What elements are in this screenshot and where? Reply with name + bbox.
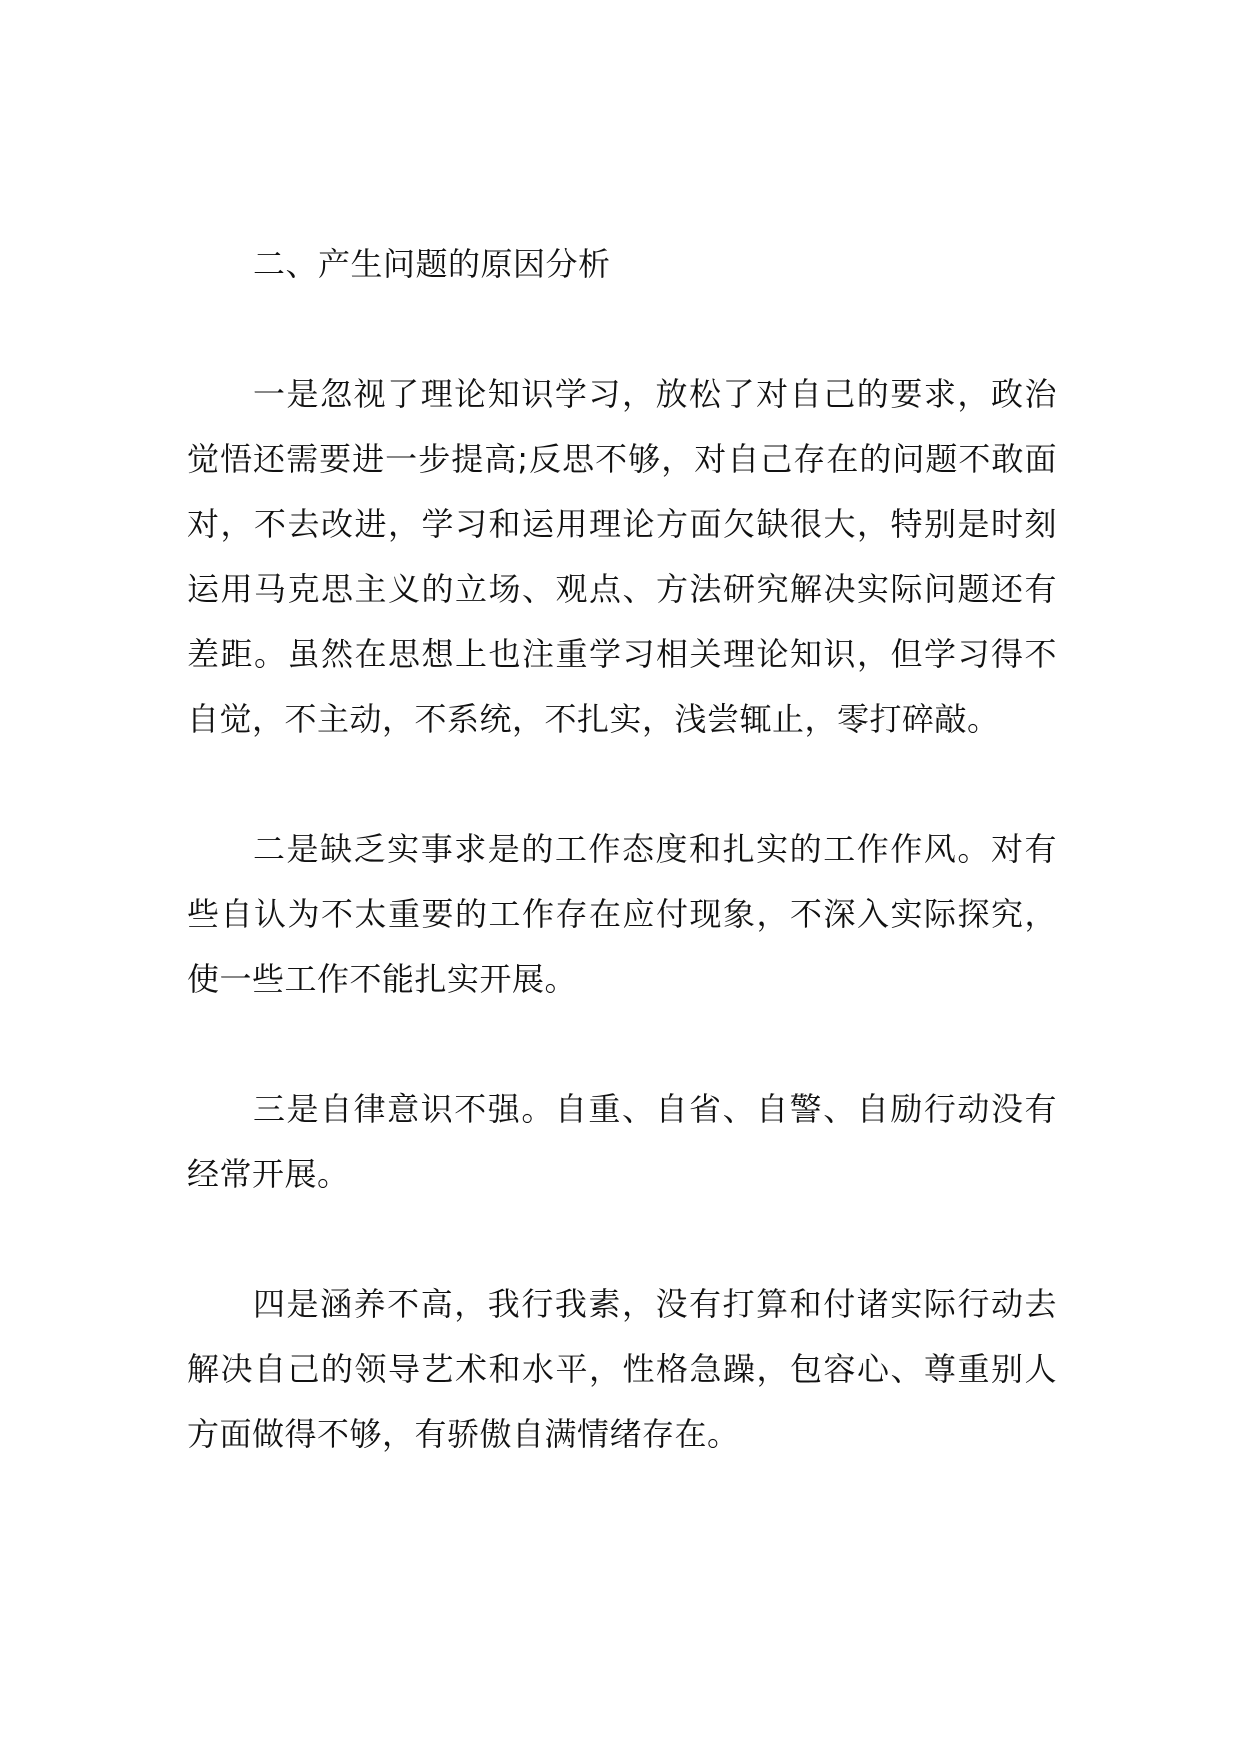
document-body [187,232,1057,1467]
spacer [187,752,1057,817]
paragraph-4: 四是涵养不高，我行我素，没有打算和付诸实际行动去解决自己的领导艺术和水平，性格急躁，包容心、尊重别人方面做得不够，有骄傲自满情绪存在。 [187,1285,1057,1453]
spacer [187,1207,1057,1272]
section-heading: 二、产生问题的原因分析 [253,245,611,283]
paragraph-3: 三是自律意识不强。自重、自省、自警、自励行动没有经常开展。 [187,1090,1057,1193]
paragraph-2: 二是缺乏实事求是的工作态度和扎实的工作作风。对有些自认为不太重要的工作存在应付现象，不深入实际探究，使一些工作不能扎实开展。 [187,830,1057,998]
spacer [187,297,1057,362]
paragraph-1: 一是忽视了理论知识学习，放松了对自己的要求，政治觉悟还需要进一步提高;反思不够，对自己存在的问题不敢面对，不去改进，学习和运用理论方面欠缺很大，特别是时刻运用马克思主义的立场、观点、方法研究解决实际问题还有差距。虽然在思想上也注重学习相关理论知识，但学习得不自觉，不主动，不系统，不扎实，浅尝辄止，零打碎敲。 [187,375,1057,738]
spacer [187,1012,1057,1077]
